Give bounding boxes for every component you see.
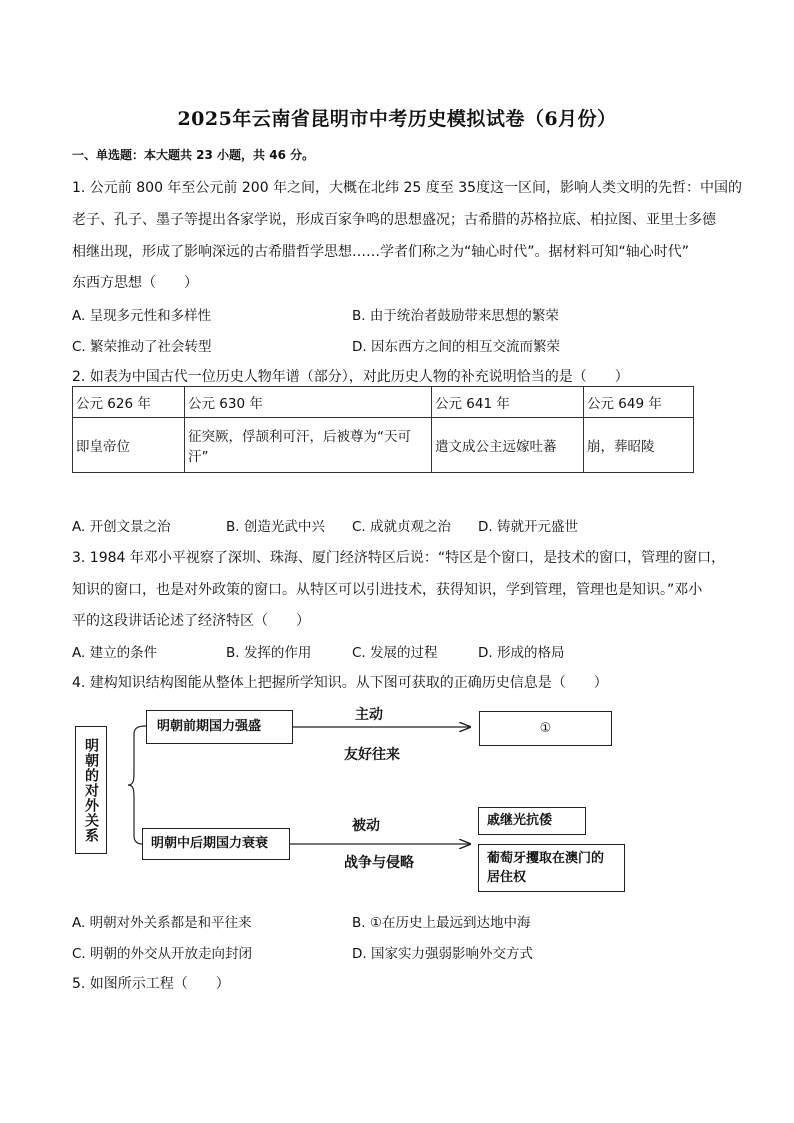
q4-structure-diagram [72, 700, 632, 900]
q2-option-d[interactable]: D. 铸就开元盛世 [478, 519, 578, 535]
section-heading: 一、单选题：本大题共 23 小题，共 46 分。 [72, 148, 315, 162]
q3-option-d[interactable]: D. 形成的格局 [478, 645, 565, 661]
q4-option-c[interactable]: C. 明朝的外交从开放走向封闭 [72, 946, 253, 962]
q1-line-1: 1. 公元前 800 年至公元前 200 年之间，大概在北纬 25 度至 35度这一区间，影响人类文明的先哲：中国的 [72, 180, 743, 196]
q4-option-d[interactable]: D. 国家实力强弱影响外交方式 [352, 946, 533, 962]
upper-label-bottom: 友好往来 [344, 747, 400, 763]
lower-label-top: 被动 [352, 818, 380, 834]
lower-label-bottom: 战争与侵略 [344, 855, 414, 871]
q2-option-c[interactable]: C. 成就贞观之治 [352, 519, 452, 535]
brace-lower [128, 785, 142, 844]
q3-line-3: 平的这段讲话论述了经济特区（ ） [72, 613, 310, 629]
upper-result-box: ① [479, 711, 612, 746]
table-cell: 征突厥，俘颉利可汗，后被尊为“天可汗” [185, 418, 432, 473]
q3-option-b[interactable]: B. 发挥的作用 [226, 645, 312, 661]
table-header-cell: 公元 626 年 [73, 387, 185, 418]
q1-option-a[interactable]: A. 呈现多元性和多样性 [72, 308, 212, 324]
brace-upper [128, 726, 146, 785]
q5-stem: 5. 如图所示工程（ ） [72, 976, 230, 992]
table-cell: 即皇帝位 [73, 418, 185, 473]
upper-cause-box: 明朝前期国力强盛 [146, 710, 293, 744]
q3-line-2: 知识的窗口，也是对外政策的窗口。从特区可以引进技术，获得知识，学到管理，管理也是知识。”邓小 [72, 582, 703, 598]
table-header-cell: 公元 641 年 [432, 387, 584, 418]
q4-stem: 4. 建构知识结构图能从整体上把握所学知识。从下图可获取的正确历史信息是（ ） [72, 675, 608, 691]
q1-line-3: 相继出现，形成了影响深远的古希腊哲学思想……学者们称之为“轴心时代”。据材料可知“轴心时代” [72, 244, 690, 260]
page-title: 2025年云南省昆明市中考历史模拟试卷（6月份） [177, 108, 617, 130]
q2-option-b[interactable]: B. 创造光武中兴 [226, 519, 325, 535]
root-box: 明朝的对外关系 [75, 726, 107, 854]
lower-result-box-1: 戚继光抗倭 [478, 807, 586, 835]
table-header-cell: 公元 649 年 [584, 387, 694, 418]
q1-line-2: 老子、孔子、墨子等提出各家学说，形成百家争鸣的思想盛况；古希腊的苏格拉底、柏拉图、亚里士多德 [72, 212, 716, 228]
upper-label-top: 主动 [355, 707, 383, 723]
q2-stem: 2. 如表为中国古代一位历史人物年谱（部分），对此历史人物的补充说明恰当的是（ ） [72, 369, 629, 385]
q3-option-a[interactable]: A. 建立的条件 [72, 645, 158, 661]
q2-option-a[interactable]: A. 开创文景之治 [72, 519, 171, 535]
q1-option-c[interactable]: C. 繁荣推动了社会转型 [72, 339, 212, 355]
q3-line-1: 3. 1984 年邓小平视察了深圳、珠海、厦门经济特区后说：“特区是个窗口，是技术的窗口，管理的窗口， [72, 550, 726, 566]
table-cell: 崩，葬昭陵 [584, 418, 694, 473]
table-header-cell: 公元 630 年 [185, 387, 432, 418]
q1-option-d[interactable]: D. 因东西方之间的相互交流而繁荣 [352, 339, 560, 355]
lower-result-box-2: 葡萄牙攫取在澳门的居住权 [478, 844, 625, 892]
q1-line-4: 东西方思想（ ） [72, 275, 198, 291]
q4-option-b[interactable]: B. ①在历史上最远到达地中海 [352, 915, 531, 931]
table-cell: 遣文成公主远嫁吐蕃 [432, 418, 584, 473]
q2-chronology-table [72, 386, 694, 473]
q4-option-a[interactable]: A. 明朝对外关系都是和平往来 [72, 915, 252, 931]
lower-cause-box: 明朝中后期国力衰衰 [142, 828, 290, 860]
q3-option-c[interactable]: C. 发展的过程 [352, 645, 438, 661]
q1-option-b[interactable]: B. 由于统治者鼓励带来思想的繁荣 [352, 308, 559, 324]
